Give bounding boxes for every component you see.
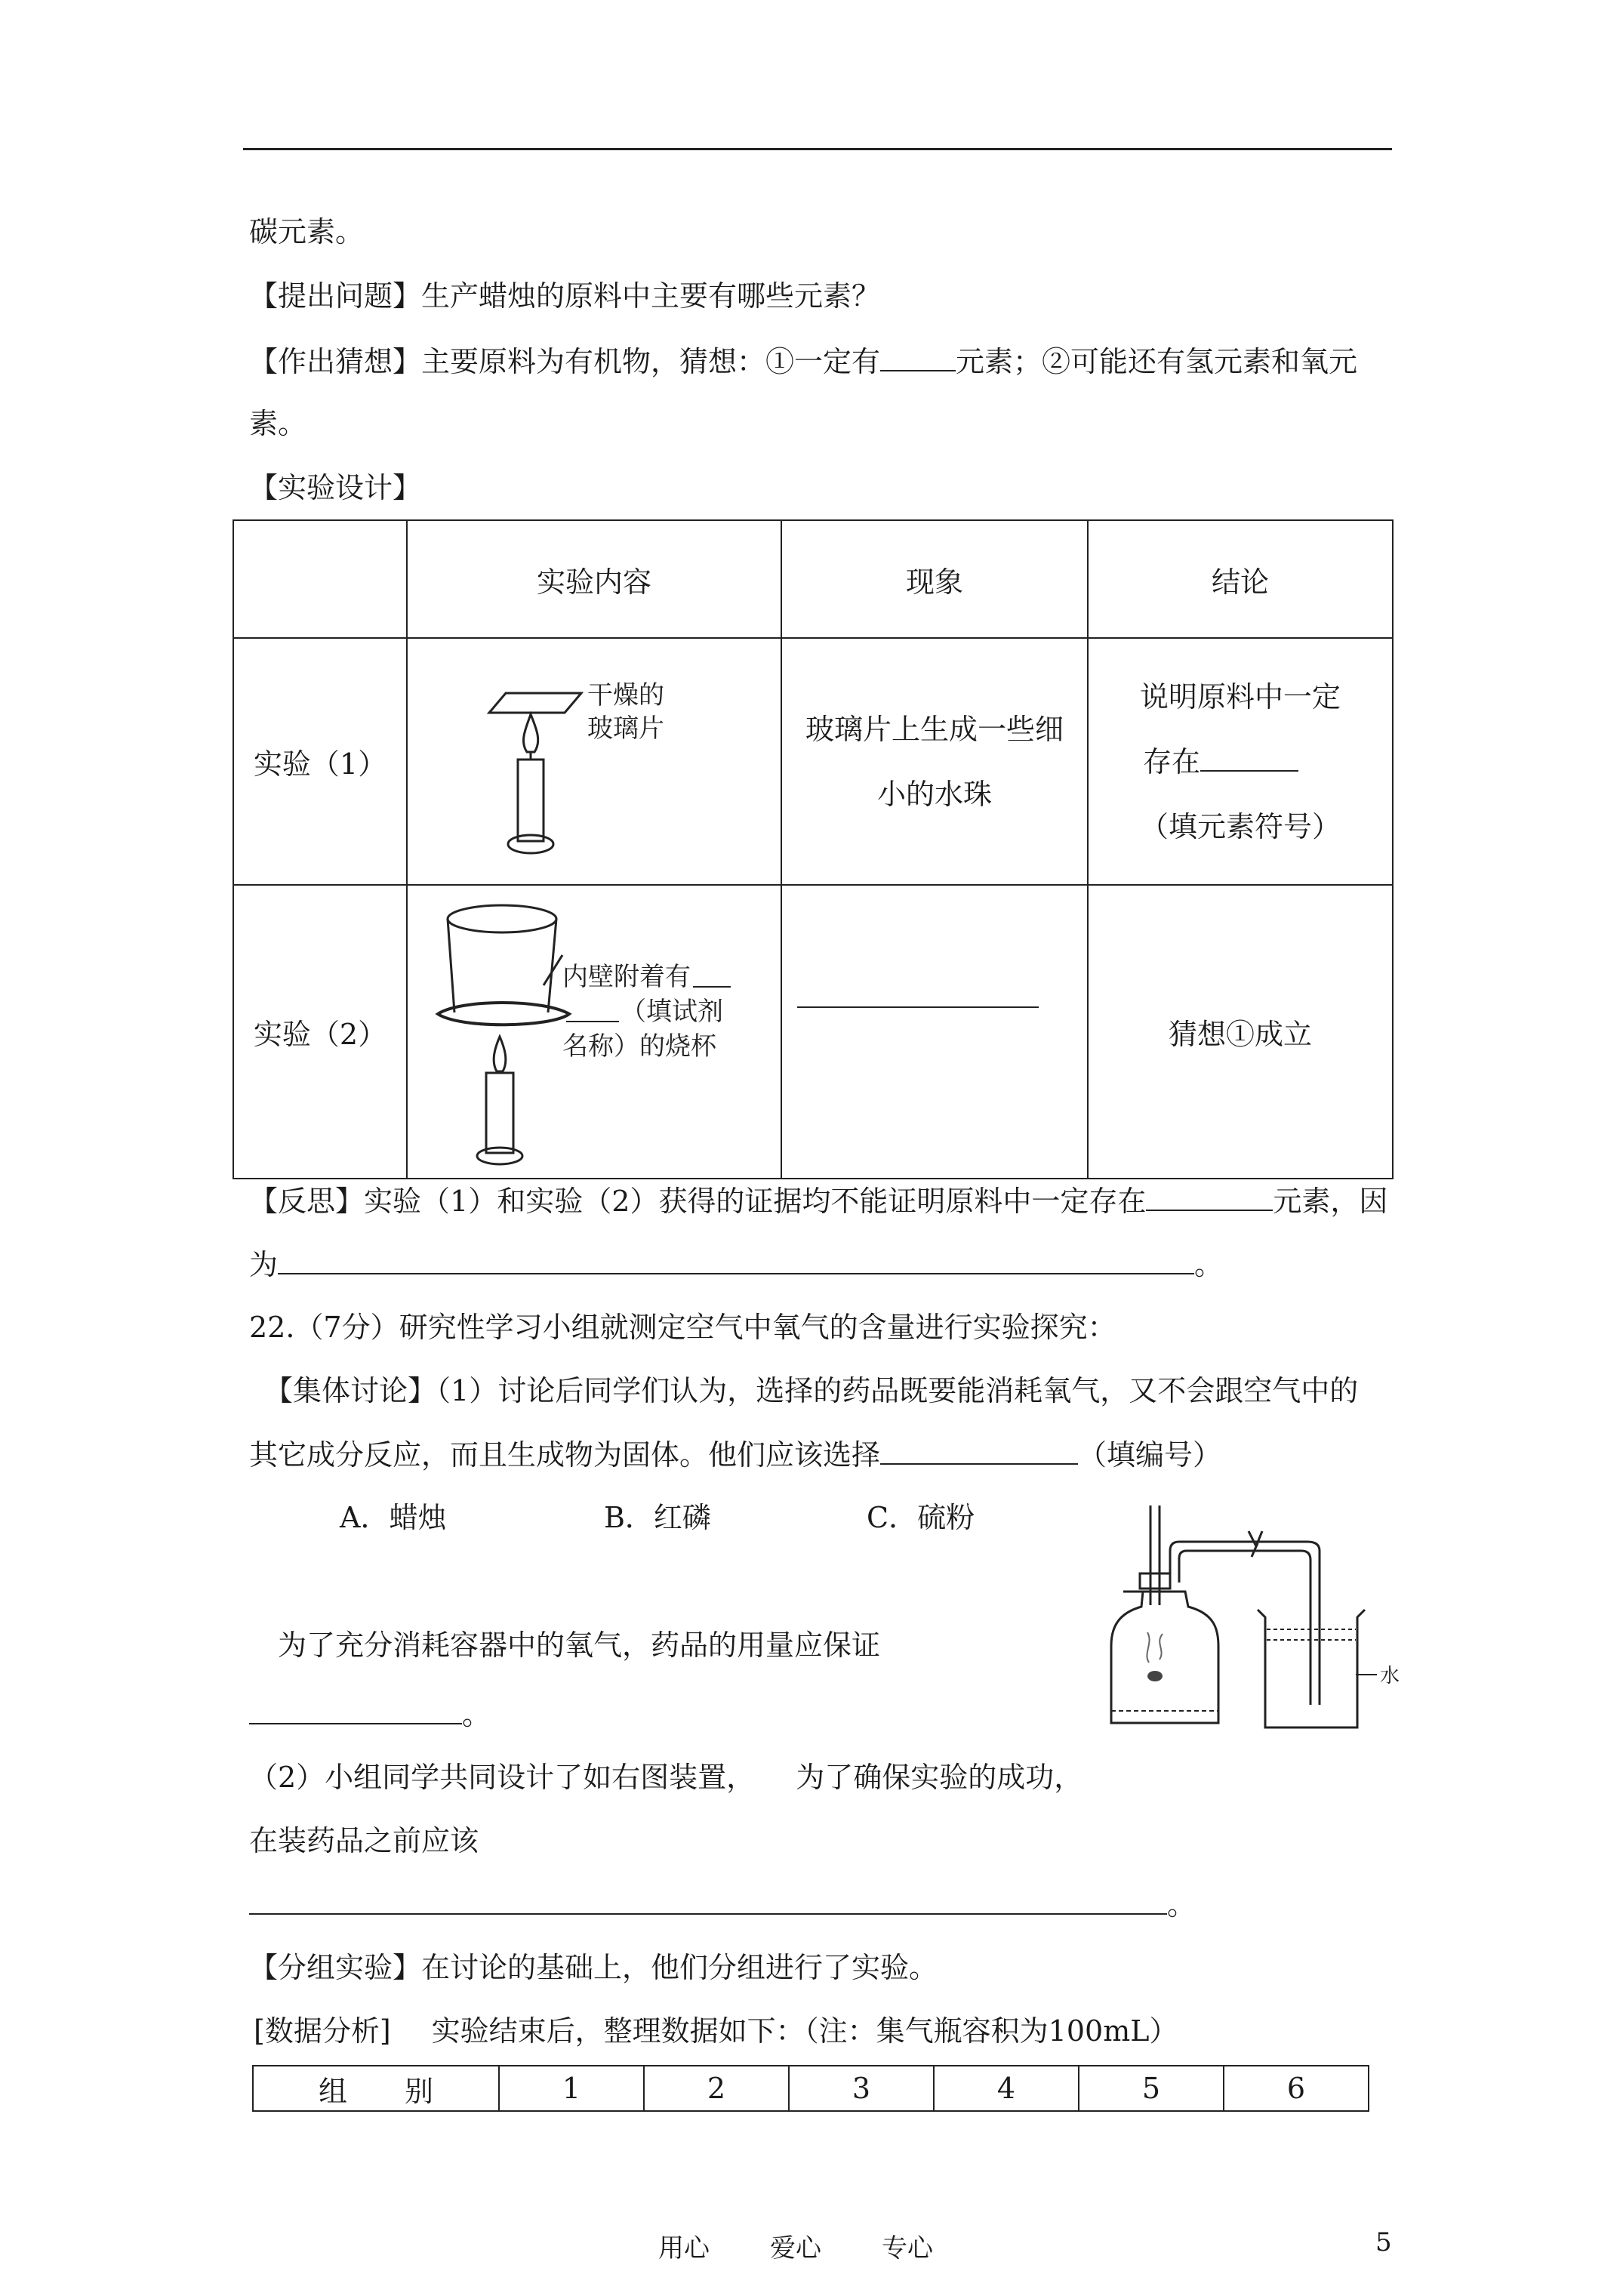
section-tag: 【反思】 [249,1185,365,1218]
answer-blank[interactable] [278,1246,1194,1274]
conclusion-text: 说明原料中一定 [1139,680,1341,713]
before-blank-line [249,1886,1196,1923]
answer-blank[interactable] [1200,743,1298,772]
group-header: 组 别 [253,2066,499,2111]
before-line: 在装药品之前应该 [249,1824,479,1857]
page-number: 5 [1375,2227,1392,2257]
group-cell: 4 [934,2066,1079,2111]
figure-label: 名称）的烧杯 [562,1031,716,1062]
group-text: 在讨论的基础上，他们分组进行了实验。 [421,1951,938,1984]
data-analysis-line [254,2013,1178,2049]
candle-glass-illustration [408,639,781,877]
reflection-text: 实验（1）和实验（2）获得的证据均不能证明原料中一定存在 [364,1185,1147,1218]
text-line: 碳元素。 [249,215,365,248]
reflection-line [249,1182,1387,1219]
answer-blank[interactable] [249,1696,462,1724]
conclusion-text: （填元素符号） [1139,809,1341,843]
candle-beaker-figure [407,885,781,1179]
footer-motto: 用心 [658,2233,710,2264]
section-tag: 【提出问题】 [249,279,422,313]
group-cell: 6 [1224,2066,1369,2111]
table-header: 实验内容 [407,520,781,638]
question-title: 22.（7分）研究性学习小组就测定空气中氧气的含量进行实验探究： [249,1311,1116,1344]
group-cell: 2 [644,2066,789,2111]
hypothesis-text: 元素；②可能还有氢元素和氧元 [956,345,1358,378]
reflection-text: 元素，因 [1273,1185,1388,1218]
candle-glass-figure [407,638,781,885]
row-label: 实验（1） [233,638,407,885]
conclusion-line [1089,729,1392,794]
answer-blank[interactable] [880,343,956,371]
reflection-text: 。 [1194,1248,1224,1281]
design-text: （2）小组同学共同设计了如右图装置， [249,1761,756,1794]
answer-blank[interactable] [880,1436,1078,1465]
section-tag: [数据分析] [254,2014,391,2048]
phenomenon-text: 小的水珠 [876,777,992,811]
discussion-line-2 [249,1436,1221,1473]
answer-blank[interactable] [1146,1182,1273,1211]
water-label: 水 [1380,1665,1400,1687]
group-cell: 1 [499,2066,644,2111]
apparatus-figure [1101,1504,1418,1735]
answer-blank[interactable] [797,1006,1039,1008]
figure-label: 干燥的 [587,680,664,710]
design-line [249,1759,1083,1795]
table-header: 结论 [1088,520,1393,638]
discussion-line [264,1373,1358,1409]
footer-motto: 专心 [882,2233,933,2264]
figure-label: 内壁附着有 [562,962,691,992]
text-line: 素。 [249,407,307,440]
discussion-text: 其它成分反应，而且生成物为固体。他们应该选择 [249,1438,881,1472]
section-tag: 【分组实验】 [249,1951,422,1984]
hypothesis-text: 主要原料为有机物，猜想：①一定有 [421,345,881,378]
section-heading: 【实验设计】 [249,471,422,504]
footer-motto: 爱心 [770,2233,821,2264]
amount-line: 为了充分消耗容器中的氧气，药品的用量应保证 [278,1629,881,1662]
table-header [233,520,407,638]
header-rule [243,148,1392,150]
option-a: A．蜡烛 [340,1501,447,1534]
table-header: 现象 [781,520,1088,638]
period-text: 。 [1167,1888,1196,1922]
option-b: B．红磷 [604,1501,711,1534]
conclusion-cell: 猜想①成立 [1088,885,1393,1179]
discussion-text: （填编号） [1078,1438,1222,1472]
candle-beaker-illustration [408,886,781,1171]
row-label: 实验（2） [233,885,407,1179]
period-text: 。 [462,1698,491,1731]
reflection-line-2 [249,1246,1223,1283]
section-tag: 【集体讨论】 [264,1374,437,1407]
data-text: 实验结束后，整理数据如下：（注：集气瓶容积为100mL） [431,2014,1178,2048]
phenomenon-cell [781,638,1088,885]
answer-blank[interactable] [249,1886,1167,1915]
conclusion-text: 存在 [1143,744,1201,778]
hypothesis-line [249,343,1357,380]
group-cell: 3 [789,2066,934,2111]
question-line [249,278,880,314]
reflection-text: 为 [249,1248,279,1281]
figure-label: （填试剂 [621,997,723,1027]
question-text: 生产蜡烛的原料中主要有哪些元素？ [421,279,881,313]
discussion-text: （1）讨论后同学们认为，选择的药品既要能消耗氧气，又不会跟空气中的 [436,1374,1359,1407]
group-exp-line [249,1949,938,1986]
experiment-table [233,519,1394,1179]
option-c: C．硫粉 [867,1501,975,1534]
phenomenon-text: 玻璃片上生成一些细 [805,712,1064,746]
group-data-table [252,2065,1369,2112]
figure-label: 玻璃片 [587,713,664,744]
amount-blank-line [249,1696,491,1733]
conclusion-cell [1088,638,1393,885]
group-cell: 5 [1079,2066,1224,2111]
design-text: 为了确保实验的成功， [796,1761,1083,1794]
phenomenon-cell [781,885,1088,1179]
section-tag: 【作出猜想】 [249,345,422,378]
